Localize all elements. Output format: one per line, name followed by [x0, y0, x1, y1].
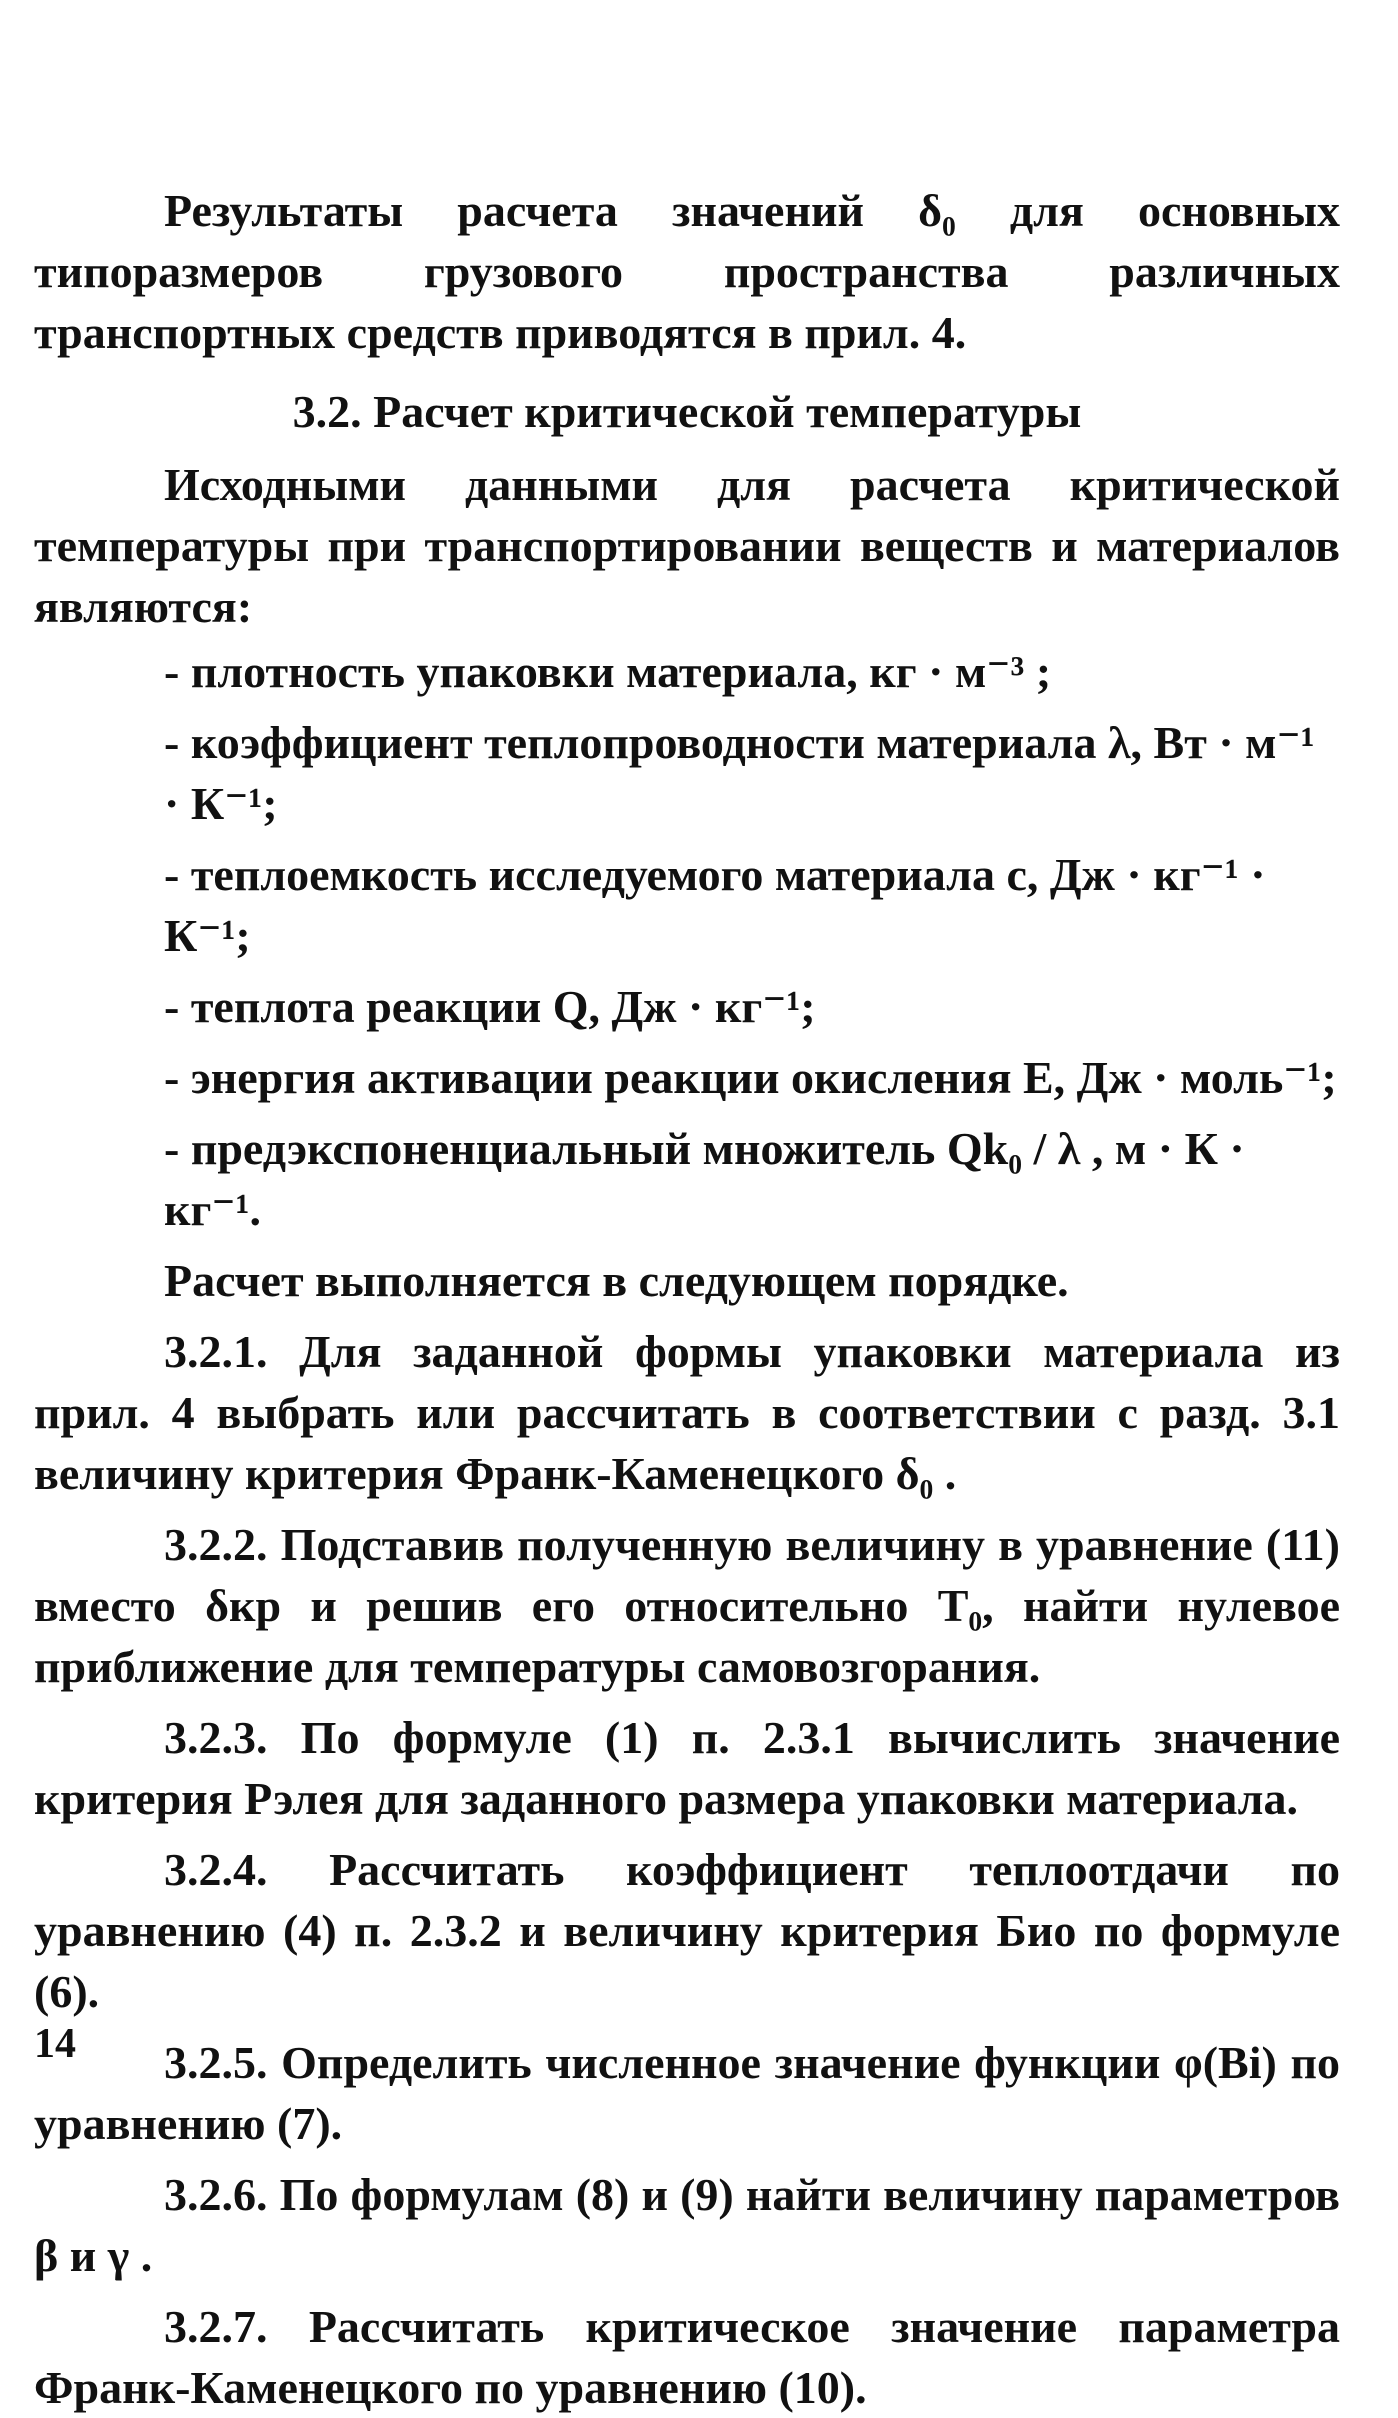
initial-data-paragraph: Исходными данными для расчета критической температуры при транспортировании веществ и материалов являются:	[34, 459, 1340, 632]
step-3-2-2: 3.2.2. Подставив полученную величину в уравнение (11) вместо δкр и решив его относительно T₀, найти нулевое приближение для температуры самовозгорания.	[34, 1519, 1340, 1692]
list-item: - теплота реакции Q, Дж · кг⁻¹;	[164, 981, 816, 1032]
list-item: - плотность упаковки материала, кг · м⁻³ ;	[164, 646, 1052, 697]
order-paragraph: Расчет выполняется в следующем порядке.	[164, 1255, 1069, 1306]
list-item: - предэкспоненциальный множитель Qk₀ / λ , м · К · кг⁻¹.	[164, 1123, 1245, 1235]
section-heading: 3.2. Расчет критической температуры	[292, 386, 1082, 437]
intro-paragraph: Результаты расчета значений δ₀ для основных типоразмеров грузового пространства различных транспортных средств приводятся в прил. 4.	[34, 185, 1340, 358]
page-body	[34, 180, 1340, 2418]
step-3-2-6: 3.2.6. По формулам (8) и (9) найти величину параметров β и γ .	[34, 2169, 1340, 2281]
step-3-2-4: 3.2.4. Рассчитать коэффициент теплоотдачи по уравнению (4) п. 2.3.2 и величину критерия Био по формуле (6).	[34, 1844, 1340, 2017]
step-3-2-3: 3.2.3. По формуле (1) п. 2.3.1 вычислить значение критерия Рэлея для заданного размера упаковки материала.	[34, 1712, 1340, 1824]
list-item: - теплоемкость исследуемого материала c, Дж · кг⁻¹ · К⁻¹;	[164, 849, 1266, 961]
step-3-2-5: 3.2.5. Определить численное значение функции φ(Bi) по уравнению (7).	[34, 2037, 1340, 2149]
page-number: 14	[34, 2021, 76, 2067]
list-item: - коэффициент теплопроводности материала λ, Вт · м⁻¹ · К⁻¹;	[164, 717, 1315, 829]
initial-data-list	[34, 641, 1340, 1240]
step-3-2-7: 3.2.7. Рассчитать критическое значение параметра Франк-Каменецкого по уравнению (10).	[34, 2301, 1340, 2413]
step-3-2-1: 3.2.1. Для заданной формы упаковки материала из прил. 4 выбрать или рассчитать в соответствии с разд. 3.1 величину критерия Франк-Каменецкого δ₀ .	[34, 1326, 1340, 1499]
list-item: - энергия активации реакции окисления E, Дж · моль⁻¹;	[164, 1052, 1337, 1103]
